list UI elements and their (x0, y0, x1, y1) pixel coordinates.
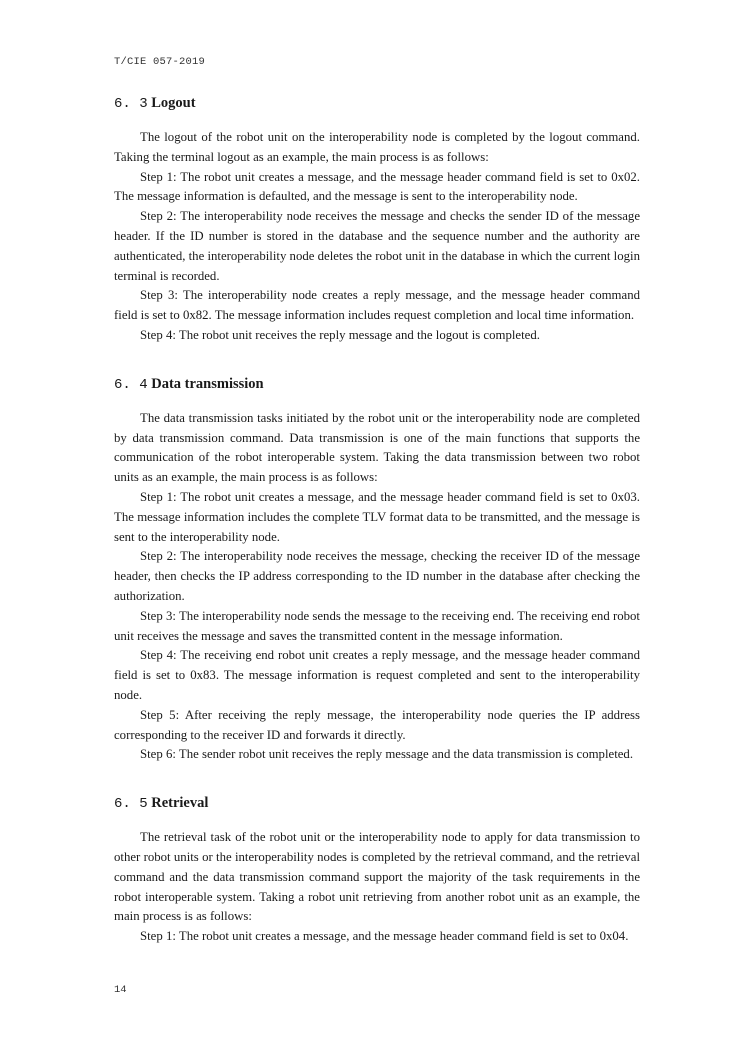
section-title: Retrieval (151, 795, 209, 812)
paragraph: Step 1: The robot unit creates a message, and the message header command field is set to 0x03. The message information includes the complete TLV format data to be transmitted, and the message is sent to the interoperability node. (114, 489, 640, 544)
section-number: 6. 5 (114, 796, 148, 813)
section-number: 6. 3 (114, 96, 148, 112)
page-number-footer: 14 (114, 984, 127, 996)
section-6-4 (114, 373, 640, 765)
section-heading (114, 792, 640, 818)
paragraph: The data transmission tasks initiated by the robot unit or the interoperability node are completed by data transmission command. Data transmission is one of the main functions that supports the communication of the robot interoperable system. Taking the data transmission between two robot units as an example, the main process is as follows: (114, 410, 640, 485)
paragraph: Step 1: The robot unit creates a message, and the message header command field is set to 0x04. (140, 929, 629, 944)
section-title: Data transmission (151, 375, 264, 392)
section-number: 6. 4 (114, 376, 148, 393)
paragraph: Step 4: The receiving end robot unit creates a reply message, and the message header command field is set to 0x83. The message information is request completed and sent to the interoperability node. (114, 648, 640, 702)
paragraph: Step 2: The interoperability node receives the message, checking the receiver ID of the message header, then checks the IP address corresponding to the ID number in the database after checking the authorization. (114, 549, 640, 603)
section-heading (114, 373, 640, 399)
section-heading (114, 92, 640, 118)
standard-code-header: T/CIE 057-2019 (114, 56, 206, 68)
paragraph: Step 3: The interoperability node sends the message to the receiving end. The receiving end robot unit receives the message and saves the transmitted content in the message information. (114, 608, 640, 643)
section-6-5 (114, 792, 640, 947)
page-body (114, 92, 640, 947)
paragraph: Step 3: The interoperability node creates a reply message, and the message header command field is set to 0x82. The message information includes request completion and local time information. (114, 288, 640, 323)
paragraph: Step 2: The interoperability node receives the message and checks the sender ID of the message header. If the ID number is stored in the database and the sequence number and the authority are authenticated, the interoperability node deletes the robot unit in the database in which the current login terminal is recorded. (114, 209, 640, 283)
section-6-3 (114, 92, 640, 346)
paragraph: Step 6: The sender robot unit receives the reply message and the data transmission is completed. (140, 747, 634, 762)
paragraph: The logout of the robot unit on the interoperability node is completed by the logout command. Taking the terminal logout as an example, the main process is as follows: (114, 130, 640, 164)
paragraph: Step 1: The robot unit creates a message, and the message header command field is set to 0x02. The message information is defaulted, and the message is sent to the interoperability node. (114, 169, 640, 204)
section-title: Logout (151, 95, 196, 111)
paragraph: The retrieval task of the robot unit or the interoperability node to apply for data transmission to other robot units or the interoperability nodes is completed by the retrieval command, and the retrieval command and the data transmission command support the majority of the task requirements in the robot interoperable system. Taking a robot unit retrieving from another robot unit as an example, the main process is as follows: (114, 830, 640, 924)
paragraph: Step 5: After receiving the reply message, the interoperability node queries the IP address corresponding to the receiver ID and forwards it directly. (114, 707, 640, 742)
paragraph: Step 4: The robot unit receives the reply message and the logout is completed. (140, 327, 540, 342)
